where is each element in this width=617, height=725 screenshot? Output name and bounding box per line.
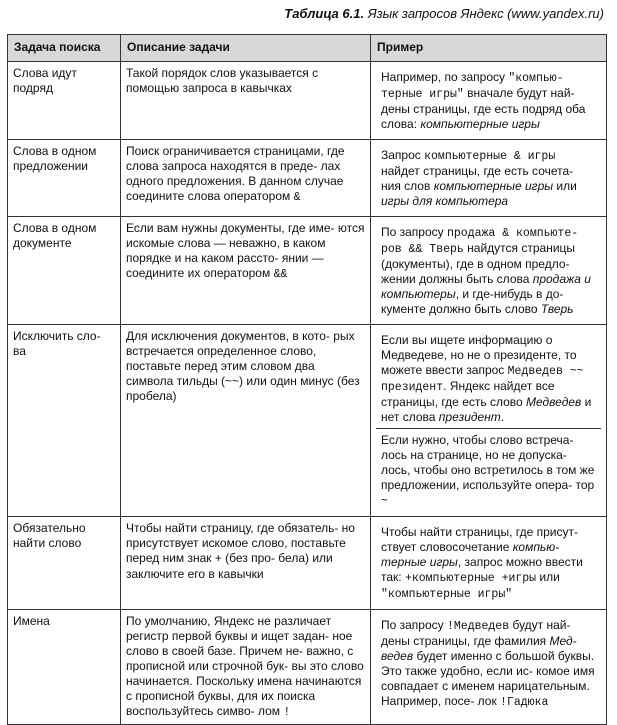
example-paragraph [376,428,601,512]
text-run: Чтобы найти страницу, где обязатель- но присутствует искомое слово, поставьте перед ним знак [126,521,355,565]
text-run: Если нужно, чтобы слово встреча- лось на странице, но не допуска- лось, чтобы оно встретилось в том же предложении, используйте опера- тор [381,433,595,492]
text-run: По запросу [381,618,447,632]
description-cell [121,217,371,325]
text-run: Запрос [381,148,425,162]
example-paragraph [376,614,601,713]
query-code: && [273,268,288,281]
table-row [8,610,607,725]
text-run: будет именно с большой буквы. Это также удобно, если ис- комое имя совпадает с именем нарицательным. Например, посе- лок [381,649,595,708]
emphasis-text: Медведев [526,395,582,409]
text-run: Чтобы найти страницы, где присут- ствует словосочетание [381,525,578,554]
table-row [8,325,607,517]
example-paragraph [376,144,601,212]
query-code: Медведев ~~ президент [381,365,584,394]
header-task: Задача поиска [8,35,121,62]
text-run: , и где-нибудь в до- кументе должно быть слово [381,287,564,316]
text-run: По запросу [381,225,447,239]
text-run: найдутся страницы (документы), где в одном предло- жении должны быть слова [381,241,576,286]
text-run: Поиск ограничивается страницами, где слова запроса находятся в преде- лах одного предложения. В данном случае соедините слова оператором [126,144,345,203]
text-run: . [500,410,505,424]
example-cell [371,517,607,610]
example-cell [371,325,607,517]
text-run: найдет страницы, где есть сочета- ния слов [381,164,574,193]
caption-text: Язык запросов Яндекс (www.yandex.ru) [367,6,604,21]
description-cell [121,140,371,217]
text-run: будут най- дены страницы, где фамилия [381,618,571,648]
query-code: + [214,553,222,566]
table-row [8,140,607,217]
task-cell: Имена [8,610,121,725]
emphasis-text: компью- терные игры [381,540,560,569]
query-code: !Медведев [447,620,510,633]
caption-label: Таблица 6.1. [284,6,365,21]
query-code: & [293,191,301,204]
example-paragraph [376,329,601,428]
header-row [8,35,607,62]
text-run: , запрос можно ввести так: [381,555,583,584]
example-paragraph [376,221,601,320]
emphasis-text: компьютерные игры [420,117,540,131]
emphasis-text: продажа и компьютеры [381,272,591,301]
text-run: . Яндекс найдет все страницы, где есть слово [381,379,555,409]
table-caption [0,0,617,28]
query-language-table [7,34,607,725]
table-row [8,517,607,610]
text-run: или [536,570,560,584]
query-code: компьютерные & игры [424,150,556,163]
text-run: (без про- бела) или заключите его в кавычки [126,551,333,581]
query-code: !Гадюка [500,696,549,709]
example-cell [371,217,607,325]
emphasis-text: Тверь [540,302,574,316]
query-code: "компью- терные игры" [381,72,564,101]
query-code: "компьютерные игры" [381,588,513,601]
task-cell: Исключить сло- ва [8,325,121,517]
query-code: ~ [381,495,388,508]
header-example: Пример [371,35,607,62]
text-run: и нет слова [381,395,592,424]
header-description: Описание задачи [121,35,371,62]
description-cell: Такой порядок слов указывается с помощью запроса в кавычках [121,62,371,140]
example-cell [371,62,607,140]
query-code: продажа & компьюте- ров && Тверь [381,227,579,256]
example-cell [371,610,607,725]
emphasis-text: президент [438,410,501,424]
text-run: Если вы ищете информацию о Медведеве, но не о президенте, то можете ввести запрос [381,333,577,377]
task-cell: Слова идут подряд [8,62,121,140]
description-cell: Для исключения документов, в кото- рых встречается определенное слово, поставьте перед этим словом два символа тильды (~~) или один минус (без пробела) [121,325,371,517]
description-cell [121,610,371,725]
emphasis-text: компьютерные игры [433,179,554,193]
text-run: Например, по запросу [381,70,509,84]
text-run: или [553,179,577,193]
task-cell: Слова в одном документе [8,217,121,325]
table-row [8,62,607,140]
text-run: По умолчанию, Яндекс не различает регистр первой буквы и ищет задан- ное слово в своей базе. Причем не- важно, с прописной или строчной бук- вы это слово начинается. Поскольку имена начинаются с прописной буквы, для их поиска воспользуйтесь симво- лом [126,614,364,718]
emphasis-text: игры для компьютера [381,194,509,208]
example-paragraph [376,66,601,135]
table-row [8,217,607,325]
task-cell: Слова в одном предложении [8,140,121,217]
query-code: +компьютерные +игры [404,572,537,585]
example-paragraph [376,521,601,605]
example-cell [371,140,607,217]
text-run: Если вам нужны документы, где име- ются искомые слова — неважно, в каком порядке и на каком рассто- янии — соедините их оператором [126,221,365,280]
emphasis-text: Мед- ведев [381,634,577,663]
query-code: ! [283,706,291,719]
task-cell: Обязательно найти слово [8,517,121,610]
text-run: вначале будут най- дены страницы, где есть подряд оба слова: [381,86,586,131]
description-cell [121,517,371,610]
